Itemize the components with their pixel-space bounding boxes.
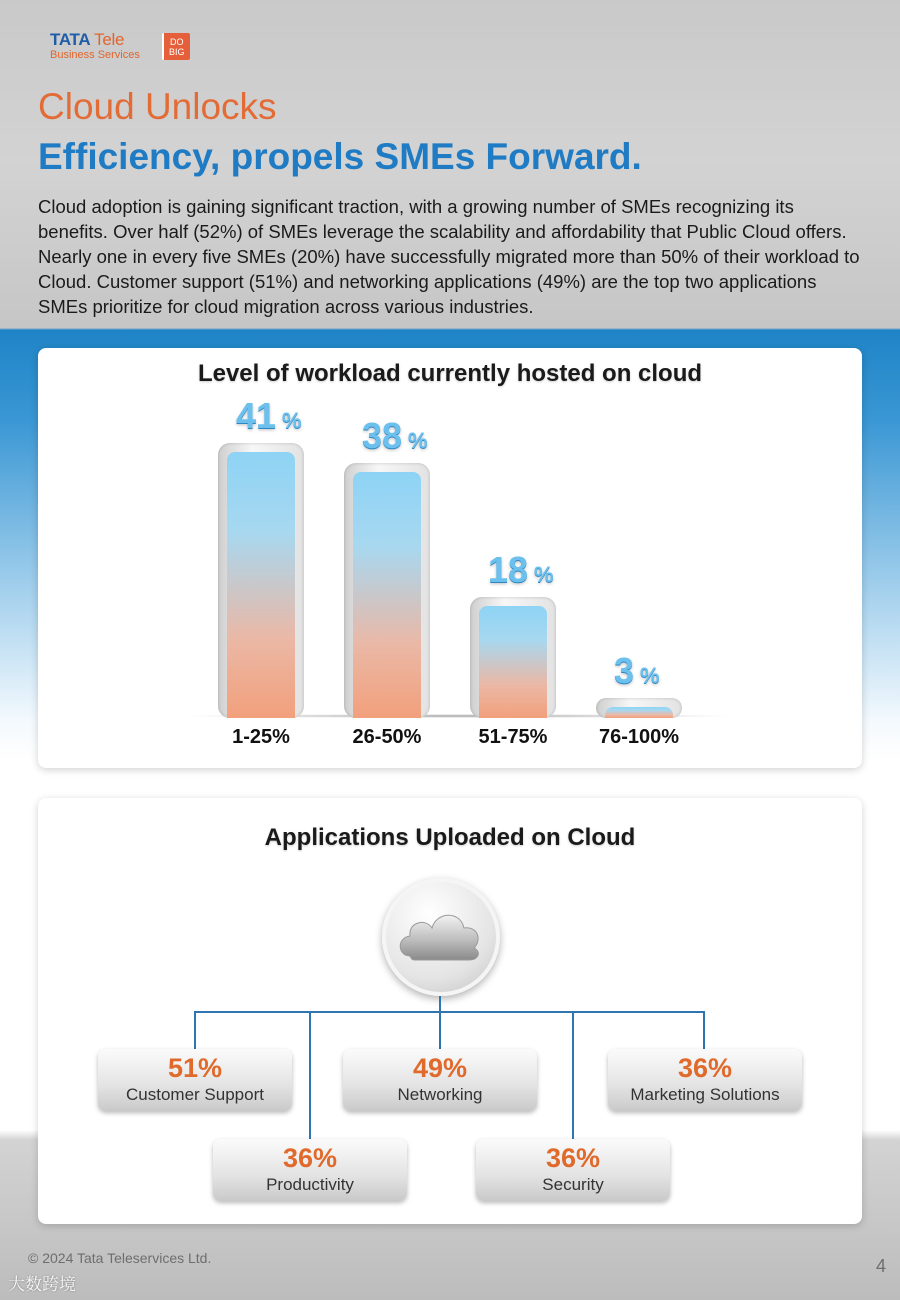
app-productivity: [213, 1139, 407, 1201]
chart-title: Level of workload currently hosted on cloud: [197, 360, 703, 387]
logo-product: Tele: [94, 30, 125, 49]
logo-badge-bottom: BIG: [169, 47, 185, 57]
workload-chart-card: [38, 348, 862, 768]
category-label: 1-25%: [232, 726, 290, 748]
app-value: 49%: [412, 1053, 468, 1083]
app-security: [476, 1139, 670, 1201]
footer-copyright: © 2024 Tata Teleservices Ltd.: [28, 1250, 212, 1266]
bar-value-label: 3 %: [614, 650, 660, 691]
logo-brand: TATA: [50, 30, 90, 49]
category-label: 26-50%: [352, 726, 422, 748]
connector-drop-5: [703, 1011, 705, 1049]
bar-fill: [353, 472, 421, 718]
logo-wordmark: [50, 30, 124, 50]
app-value: 36%: [677, 1053, 733, 1083]
workload-bar-chart: [38, 348, 862, 768]
page-title-line1: Cloud Unlocks: [38, 86, 277, 127]
app-value: 36%: [282, 1143, 338, 1173]
connector-drop-4: [572, 1011, 574, 1139]
bar-26-50%: [344, 463, 430, 718]
watermark: 大数跨境: [8, 1275, 76, 1295]
app-label: Networking: [397, 1085, 483, 1104]
bar-51-75%: [470, 597, 556, 718]
company-logo: [50, 30, 200, 64]
app-label: Customer Support: [126, 1085, 264, 1104]
page-title-line2: Efficiency, propels SMEs Forward.: [38, 136, 642, 177]
app-label: Marketing Solutions: [630, 1085, 780, 1104]
logo-badge-top: DO: [170, 37, 184, 47]
bar-value-label: 38 %: [362, 415, 428, 456]
logo-badge: [162, 33, 190, 60]
category-label: 51-75%: [478, 726, 548, 748]
bar-fill: [479, 606, 547, 718]
bar-value-label: 41 %: [236, 395, 302, 436]
app-customer-support: [98, 1049, 292, 1111]
app-value: 36%: [545, 1143, 601, 1173]
bar-1-25%: [218, 443, 304, 718]
category-label: 76-100%: [598, 726, 680, 748]
bar-76-100%: [596, 698, 682, 718]
cloud-icon: [382, 878, 500, 996]
connector-drop-1: [194, 1011, 196, 1049]
app-networking: [343, 1049, 537, 1111]
connector-horizontal: [194, 1011, 705, 1013]
bar-fill: [227, 452, 295, 718]
connector-trunk: [439, 996, 441, 1012]
app-marketing-solutions: [608, 1049, 802, 1111]
app-label: Security: [542, 1175, 604, 1194]
applications-card: [38, 798, 862, 1224]
app-value: 51%: [167, 1053, 223, 1083]
connector-drop-2: [309, 1011, 311, 1139]
cloud-badge: [382, 878, 500, 996]
bar-value-label: 18 %: [488, 549, 554, 590]
connector-drop-3: [439, 1011, 441, 1049]
applications-title: Applications Uploaded on Cloud: [264, 824, 636, 851]
intro-paragraph: Cloud adoption is gaining significant traction, with a growing number of SMEs recognizing its benefits. Over half (52%) of SMEs leverage the scalability and affordability that Public Cloud offers. Nearly one in every five SMEs (20%) have successfully migrated more than 50% of their workload to Cloud. Customer support (51%) and networking applications (49%) are the top two applications SMEs prioritize for cloud migration across various industries.: [38, 196, 860, 317]
logo-subtitle: Business Services: [50, 49, 140, 61]
page-number: 4: [875, 1256, 886, 1276]
bar-fill: [605, 707, 673, 718]
app-label: Productivity: [266, 1175, 354, 1194]
